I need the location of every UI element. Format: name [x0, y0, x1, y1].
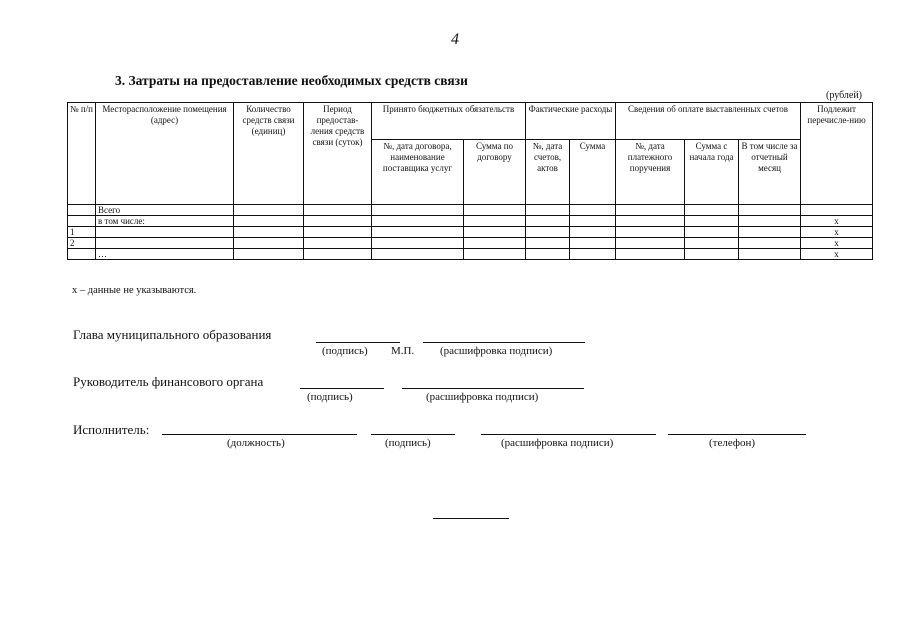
- subheader-sum: Сумма: [570, 140, 616, 205]
- table-row: [68, 205, 873, 216]
- subheader-contract: №, дата договора, наименование поставщика услуг: [372, 140, 464, 205]
- table-row: [68, 216, 873, 227]
- footnote: x – данные не указываются.: [72, 285, 197, 296]
- header-actual-expenses: Фактические расходы: [526, 103, 616, 140]
- executor-name-line[interactable]: [481, 434, 656, 435]
- executor-signature-caption: (подпись): [385, 437, 431, 449]
- subheader-year-sum: Сумма с начала года: [685, 140, 739, 205]
- row-label: [96, 227, 234, 238]
- executor-phone-line[interactable]: [668, 434, 806, 435]
- header-num: № п/п: [68, 103, 96, 205]
- subheader-contract-sum: Сумма по договору: [464, 140, 526, 205]
- subheader-month-sum: В том числе за отчетный месяц: [739, 140, 801, 205]
- subheader-invoices: №, дата счетов, актов: [526, 140, 570, 205]
- row-num: [68, 216, 96, 227]
- row-label: в том числе:: [96, 216, 234, 227]
- executor-signature-line[interactable]: [371, 434, 455, 435]
- table-row: [68, 249, 873, 260]
- row-mark: x: [801, 238, 873, 249]
- table-row: [68, 227, 873, 238]
- header-to-transfer: Подлежит перечисле-нию: [801, 103, 873, 205]
- row-num: 1: [68, 227, 96, 238]
- finance-signature-line[interactable]: [300, 388, 384, 389]
- executor-label: Исполнитель:: [73, 422, 150, 437]
- executor-phone-caption: (телефон): [709, 437, 756, 449]
- header-period: Период предостав-ления средств связи (суток): [304, 103, 372, 205]
- finance-name-caption: (расшифровка подписи): [426, 391, 539, 403]
- row-mark: x: [801, 227, 873, 238]
- row-num: 2: [68, 238, 96, 249]
- row-mark: x: [801, 216, 873, 227]
- section-title: 3. Затраты на предоставление необходимых средств связи: [115, 73, 468, 88]
- finance-signature-caption: (подпись): [307, 391, 353, 403]
- header-accepted-obligations: Принято бюджетных обязательств: [372, 103, 526, 140]
- units-label: (рублей): [826, 90, 863, 101]
- head-signature-line[interactable]: [316, 342, 400, 343]
- executor-name-caption: (расшифровка подписи): [501, 437, 614, 449]
- row-num: [68, 205, 96, 216]
- head-label: Глава муниципального образования: [73, 327, 272, 342]
- row-mark: [801, 205, 873, 216]
- head-stamp-caption: М.П.: [391, 345, 415, 357]
- row-label: [96, 238, 234, 249]
- executor-position-line[interactable]: [162, 434, 357, 435]
- header-payment-info: Сведения об оплате выставленных счетов: [616, 103, 801, 140]
- row-mark: x: [801, 249, 873, 260]
- header-quantity: Количество средств связи (единиц): [234, 103, 304, 205]
- page-number-handwritten: 4: [451, 31, 459, 48]
- table-row: [68, 238, 873, 249]
- costs-table: [67, 102, 873, 260]
- head-signature-caption: (подпись): [322, 345, 368, 357]
- head-name-line[interactable]: [423, 342, 585, 343]
- row-label: Всего: [96, 205, 234, 216]
- document-end-line: [433, 518, 509, 519]
- head-name-caption: (расшифровка подписи): [440, 345, 553, 357]
- header-location: Месторасположение помещения (адрес): [96, 103, 234, 205]
- row-label: …: [96, 249, 234, 260]
- row-num: [68, 249, 96, 260]
- executor-position-caption: (должность): [227, 437, 285, 449]
- finance-name-line[interactable]: [402, 388, 584, 389]
- finance-label: Руководитель финансового органа: [73, 374, 264, 389]
- subheader-payment-order: №, дата платежного поручения: [616, 140, 685, 205]
